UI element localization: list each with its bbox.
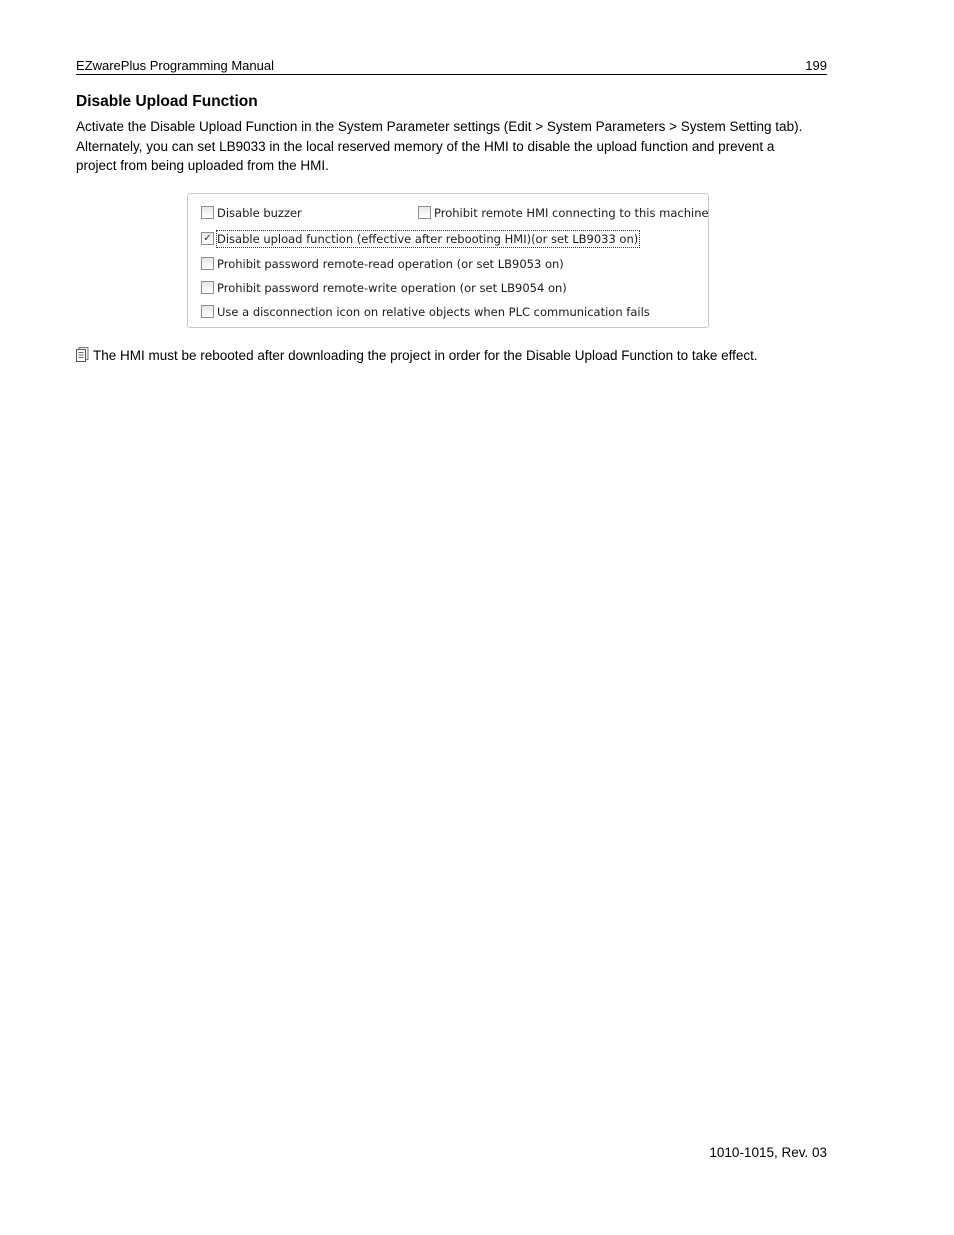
prohibit-remote-hmi-label: Prohibit remote HMI connecting to this machine (434, 206, 709, 220)
disable-buzzer-checkbox[interactable] (201, 206, 214, 219)
page-number: 199 (805, 58, 827, 73)
section-heading: Disable Upload Function (76, 93, 258, 110)
disconnection-icon-checkbox[interactable] (201, 305, 214, 318)
note-text: The HMI must be rebooted after downloading the project in order for the Disable Upload Function to take effect. (93, 348, 758, 363)
note-line (76, 346, 758, 367)
disable-upload-checkbox[interactable]: ✓ (201, 232, 214, 245)
manual-title: EZwarePlus Programming Manual (76, 58, 274, 73)
prohibit-remote-write-label: Prohibit password remote-write operation (or set LB9054 on) (217, 281, 567, 295)
prohibit-remote-read-label: Prohibit password remote-read operation (or set LB9053 on) (217, 257, 564, 271)
system-parameters-screenshot (187, 193, 709, 328)
prohibit-remote-hmi-checkbox[interactable] (418, 206, 431, 219)
section-paragraph: Activate the Disable Upload Function in the System Parameter settings (Edit > System Parameters > System Setting tab). Alternately, you can set LB9033 in the local reserved memory of the HMI to disable the upload function and prevent a project from being uploaded from the HMI. (76, 119, 803, 174)
prohibit-remote-read-checkbox[interactable] (201, 257, 214, 270)
note-icon (76, 347, 89, 367)
document-revision: 1010-1015, Rev. 03 (709, 1145, 827, 1160)
prohibit-remote-write-checkbox[interactable] (201, 281, 214, 294)
page-header (76, 58, 827, 75)
disconnection-icon-label: Use a disconnection icon on relative objects when PLC communication fails (217, 305, 650, 319)
disable-buzzer-label: Disable buzzer (217, 206, 302, 220)
disable-upload-label: Disable upload function (effective after rebooting HMI)(or set LB9033 on) (217, 232, 639, 246)
